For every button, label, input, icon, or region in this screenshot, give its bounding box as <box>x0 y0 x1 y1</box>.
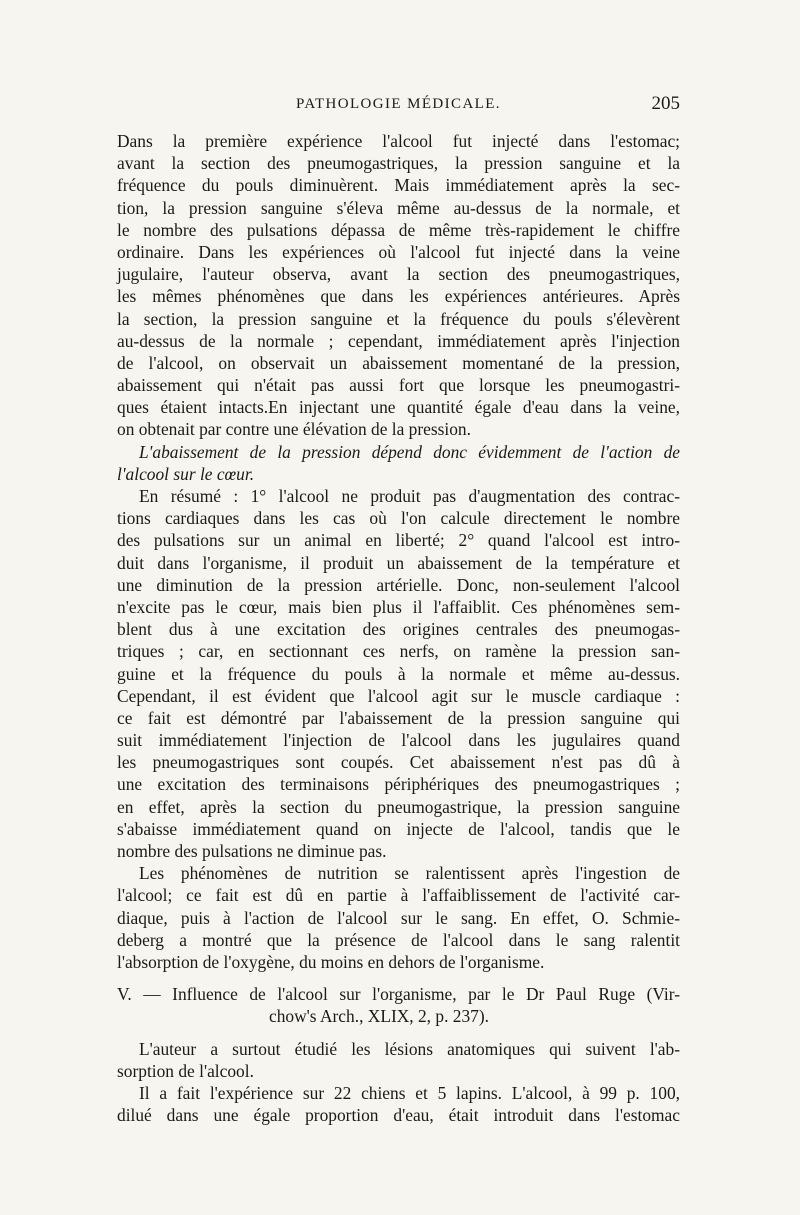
text-line: ce fait est démontré par l'abaissement de la pression sanguine qui <box>117 707 680 728</box>
text-line: Il a fait l'expérience sur 22 chiens et 5 lapins. L'alcool, à 99 p. 100, <box>139 1082 680 1103</box>
section-gap <box>117 1028 680 1038</box>
text-line: En résumé : 1° l'alcool ne produit pas d'augmentation des contrac- <box>139 486 680 506</box>
text-line: chow's Arch., XLIX, 2, p. 237). <box>269 1006 489 1027</box>
text-line: la section, la pression sanguine et la fréquence du pouls s'élevèrent <box>117 308 680 329</box>
running-title: PATHOLOGIE MÉDICALE. <box>296 96 501 112</box>
text-line: suit immédiatement l'injection de l'alcool dans les jugulaires quand <box>117 730 680 751</box>
text-line: fréquence du pouls diminuèrent. Mais immédiatement après la sec- <box>117 175 680 196</box>
text-line: triques ; car, en sectionnant ces nerfs, on ramène la pression san- <box>117 641 680 662</box>
text-line: une diminution de la pression artérielle. Donc, non-seulement l'alcool <box>117 574 680 595</box>
text-line: deberg a montré que la présence de l'alcool dans le sang ralentit <box>117 929 680 950</box>
text-line: des pulsations sur un animal en liberté; 2° quand l'alcool est intro- <box>117 530 680 551</box>
text-line: diaque, puis à l'action de l'alcool sur le sang. En effet, O. Schmie- <box>117 907 680 928</box>
section-gap <box>117 973 680 983</box>
text-line: les mêmes phénomènes que dans les expériences antérieures. Après <box>117 286 680 307</box>
text-line: Les phénomènes de nutrition se ralentissent après l'ingestion de <box>139 863 680 884</box>
text-line: Cependant, il est évident que l'alcool agit sur le muscle cardiaque : <box>117 685 680 706</box>
text-line: blent dus à une excitation des origines centrales des pneumogas- <box>117 619 680 640</box>
text-line: abaissement qui n'était pas aussi fort que lorsque les pneumogastri- <box>117 375 680 396</box>
section-heading: V. — Influence de l'alcool sur l'organisme, par le Dr Paul Ruge (Vir- <box>117 984 680 1005</box>
text-line: L'auteur a surtout étudié les lésions anatomiques qui suivent l'ab- <box>139 1038 680 1059</box>
body-text <box>117 130 680 1126</box>
text-line: sorption de l'alcool. <box>117 1060 254 1081</box>
text-line: en effet, après la section du pneumogastrique, la pression sanguine <box>117 796 680 817</box>
page-header <box>117 93 680 122</box>
text-line: tions cardiaques dans les cas où l'on calcule directement le nombre <box>117 508 680 529</box>
text-line: le nombre des pulsations dépassa de même très-rapidement le chiffre <box>117 219 680 240</box>
text-line: s'abaisse immédiatement quand on injecte de l'alcool, tandis que le <box>117 818 680 839</box>
text-line: ques étaient intacts.En injectant une quantité égale d'eau dans la veine, <box>117 397 680 418</box>
text-line: jugulaire, l'auteur observa, avant la section des pneumogastriques, <box>117 264 680 285</box>
text-line: les pneumogastriques sont coupés. Cet abaissement n'est pas dû à <box>117 752 680 773</box>
text-line: une excitation des terminaisons périphériques des pneumogastriques ; <box>117 774 680 795</box>
text-line: Dans la première expérience l'alcool fut injecté dans l'estomac; <box>117 131 680 151</box>
text-line: L'abaissement de la pression dépend donc évidemment de l'action de <box>139 441 680 462</box>
text-line: ordinaire. Dans les expériences où l'alcool fut injecté dans la veine <box>117 241 680 262</box>
text-line: tion, la pression sanguine s'éleva même au-dessus de la normale, et <box>117 197 680 218</box>
text-line: n'excite pas le cœur, mais bien plus il l'affaiblit. Ces phénomènes sem- <box>117 596 680 617</box>
text-line: on obtenait par contre une élévation de la pression. <box>117 419 471 440</box>
text-line: dilué dans une égale proportion d'eau, était introduit dans l'estomac <box>117 1105 680 1126</box>
text-line: l'alcool sur le cœur. <box>117 463 255 484</box>
text-line: nombre des pulsations ne diminue pas. <box>117 841 387 861</box>
text-line: avant la section des pneumogastriques, la pression sanguine et la <box>117 153 680 174</box>
text-line: au-dessus de la normale ; cependant, immédiatement après l'injection <box>117 330 680 351</box>
text-line: l'alcool; ce fait est dû en partie à l'affaiblissement de l'activité car- <box>117 885 680 906</box>
text-line: l'absorption de l'oxygène, du moins en dehors de l'organisme. <box>117 951 545 972</box>
text-line: de l'alcool, on observait un abaissement momentané de la pression, <box>117 352 680 373</box>
text-line: guine et la fréquence du pouls à la normale et même au-dessus. <box>117 663 680 684</box>
page-number: 205 <box>651 93 680 114</box>
text-line: duit dans l'organisme, il produit un abaissement de la température et <box>117 552 680 573</box>
